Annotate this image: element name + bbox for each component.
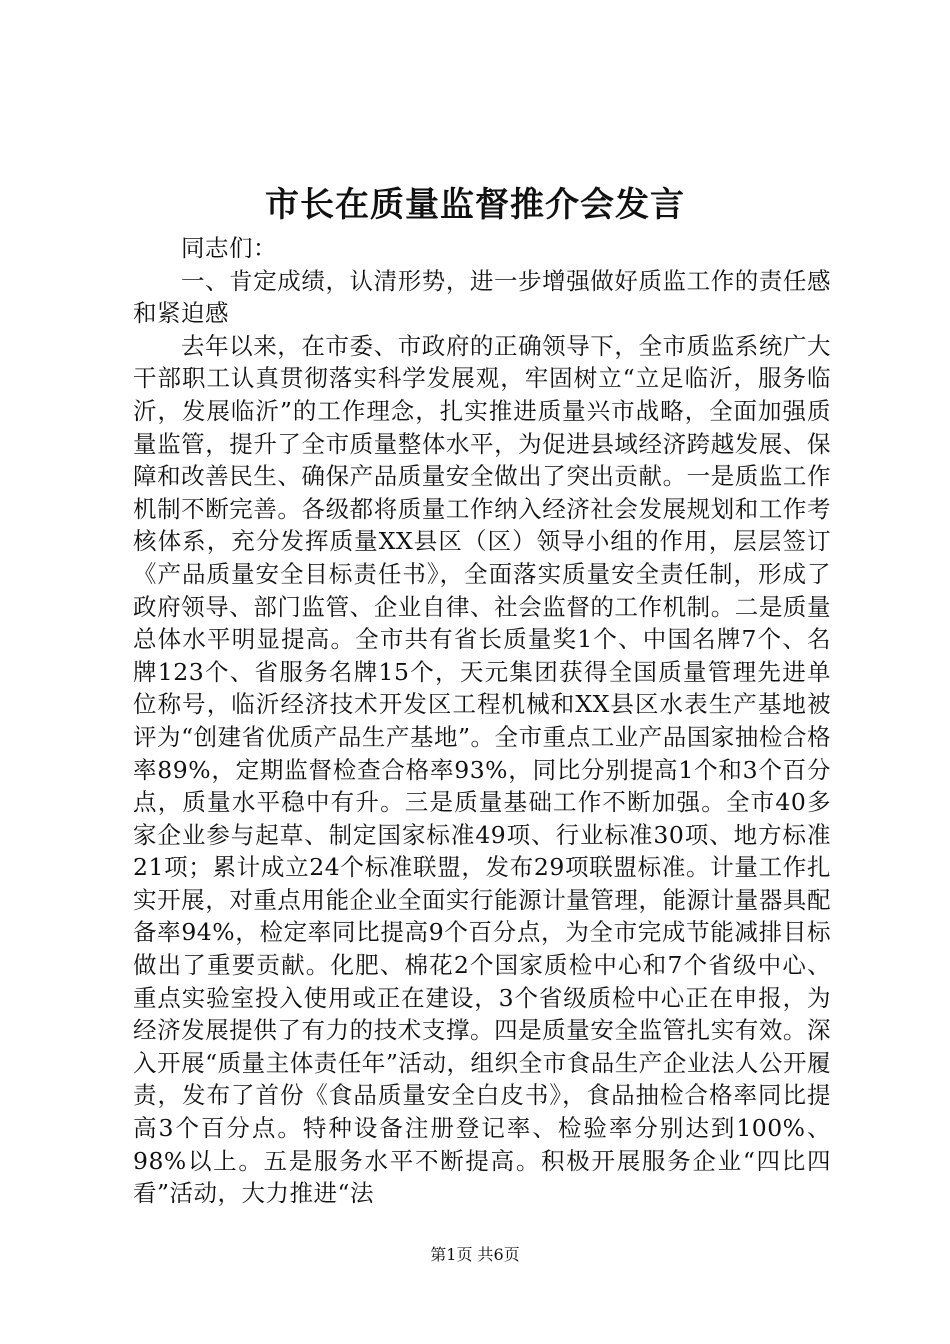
body-paragraph: 去年以来，在市委、市政府的正确领导下，全市质监系统广大干部职工认真贯彻落实科学发展观，牢固树立“立足临沂，服务临沂，发展临沂”的工作理念，扎实推进质量兴市战略，全面加强质量监管，提升了全市质量整体水平，为促进县域经济跨越发展、保障和改善民生、确保产品质量安全做出了突出贡献。一是质监工作机制不断完善。各级都将质量工作纳入经济社会发展规划和工作考核体系，充分发挥质量XX县区（区）领导小组的作用，层层签订《产品质量安全目标责任书》，全面落实质量安全责任制，形成了政府领导、部门监管、企业自律、社会监督的工作机制。二是质量总体水平明显提高。全市共有省长质量奖1个、中国名牌7个、名牌123个、省服务名牌15个，天元集团获得全国质量管理先进单位称号，临沂经济技术开发区工程机械和XX县区水表生产基地被评为“创建省优质产品生产基地”。全市重点工业产品国家抽检合格率89%，定期监督检查合格率93%，同比分别提高1个和3个百分点，质量水平稳中有升。三是质量基础工作不断加强。全市40多家企业参与起草、制定国家标准49项、行业标准30项、地方标准21项；累计成立24个标准联盟，发布29项联盟标准。计量工作扎实开展，对重点用能企业全面实行能源计量管理，能源计量器具配备率94%，检定率同比提高9个百分点，为全市完成节能减排目标做出了重要贡献。化肥、棉花2个国家质检中心和7个省级中心、重点实验室投入使用或正在建设，3个省级质检中心正在申报，为经济发展提供了有力的技术支撑。四是质量安全监管扎实有效。深入开展“质量主体责任年”活动，组织全市食品生产企业法人公开履责，发布了首份《食品质量安全白皮书》，食品抽检合格率同比提高3个百分点。特种设备注册登记率、检验率分别达到100%、98%以上。五是服务水平不断提高。积极开展服务企业“四比四看”活动，大力推进“法 xyxy=(133,331,831,1208)
page-footer: 第1页 共6页 xyxy=(430,1245,520,1264)
salutation: 同志们： xyxy=(181,234,277,262)
section-heading: 一、肯定成绩，认清形势，进一步增强做好质监工作的责任感和紧迫感 xyxy=(133,266,831,328)
document-body xyxy=(133,232,831,1210)
document-title: 市长在质量监督推介会发言 xyxy=(265,185,685,225)
